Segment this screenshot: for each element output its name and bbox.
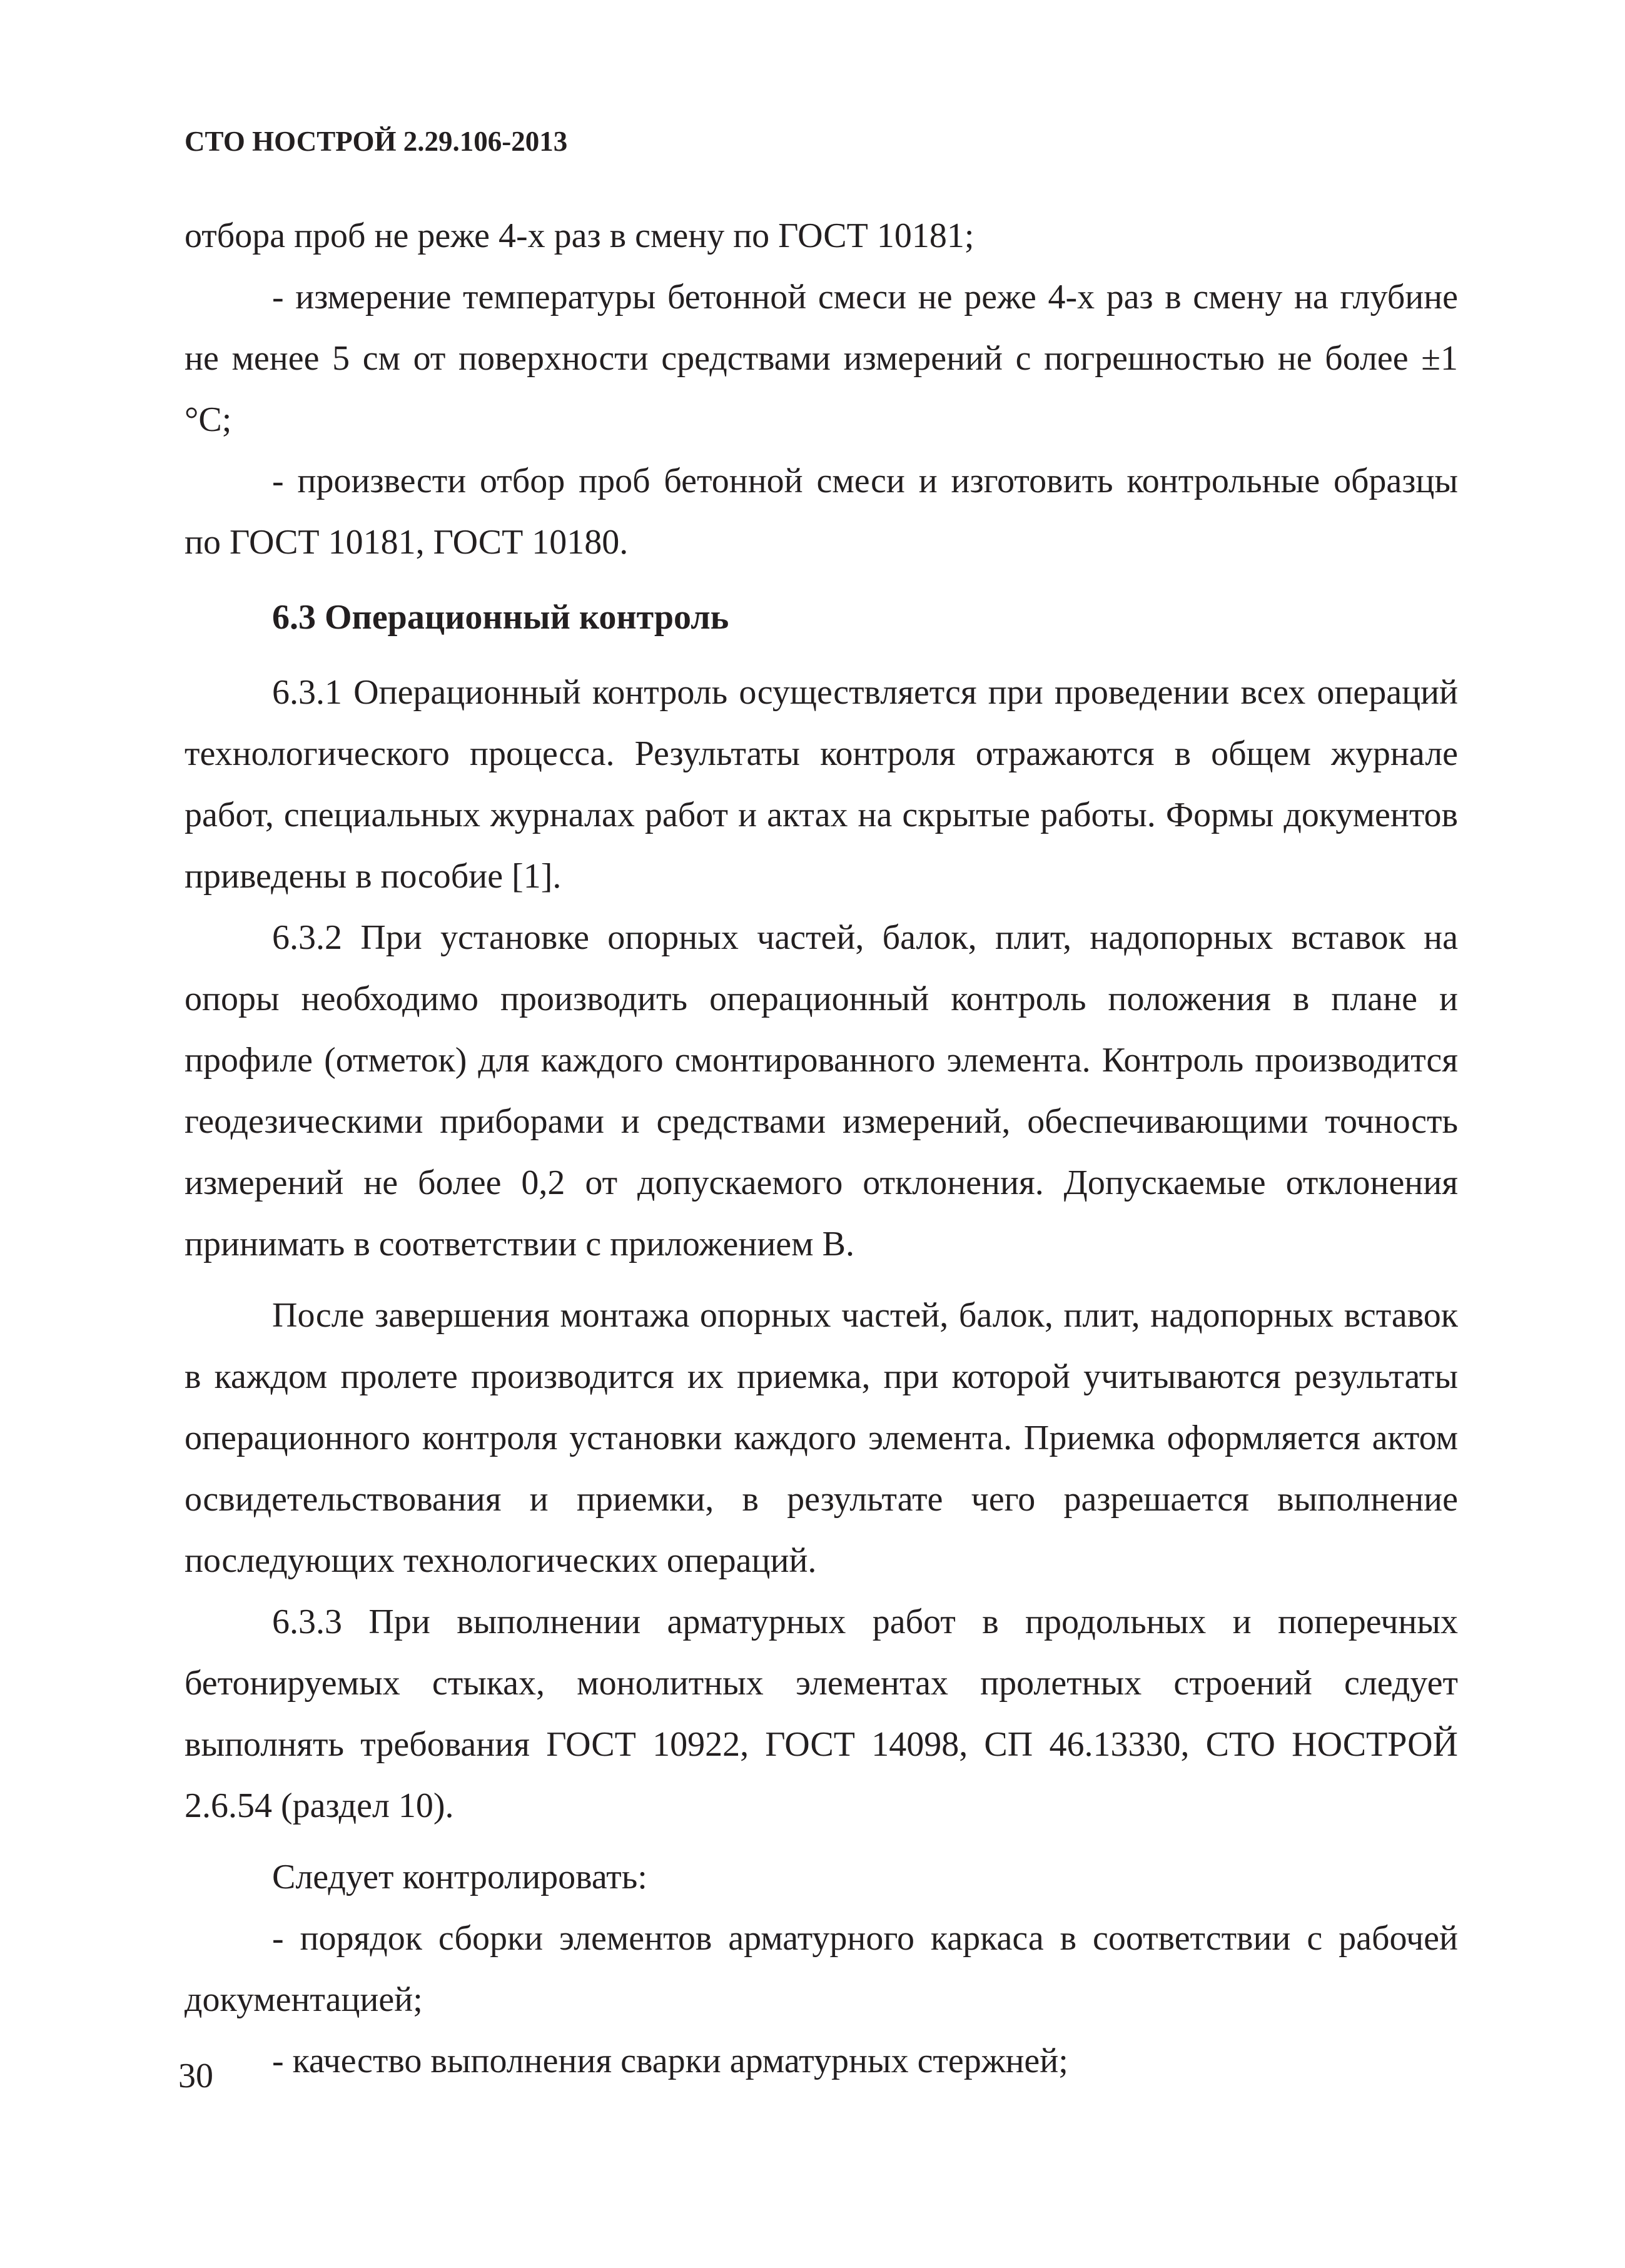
paragraph-6-3-1: 6.3.1 Операционный контроль осуществляется при проведении всех операций технологического процесса. Результаты контроля отражаются в общем журнале работ, специальных журналах работ и актах на скрытые работы. Формы документов приведены в пособие [1]. (185, 673, 1458, 896)
paragraph-6-3-2: 6.3.2 При установке опорных частей, балок, плит, надопорных вставок на опоры необходимо производить операционный контроль положения в плане и профиле (отметок) для каждого смонтированного элемента. Контроль производится геодезическими приборами и средствами измерений, обеспечивающими точность измерений не более 0,2 от допускаемого отклонения. Допускаемые отклонения принимать в соответствии с приложением В. (185, 918, 1458, 1263)
list-item-temperature: - измерение температуры бетонной смеси не реже 4-х раз в смену на глубине не менее 5 см от поверхности средствами измерений с погрешностью не более ±1 °С; (185, 278, 1458, 439)
paragraph-6-3-3: 6.3.3 При выполнении арматурных работ в продольных и поперечных бетонируемых стыках, монолитных элементах пролетных строений следует выполнять требования ГОСТ 10922, ГОСТ 14098, СП 46.13330, СТО НОСТРОЙ 2.6.54 (раздел 10). (185, 1602, 1458, 1825)
document-header: СТО НОСТРОЙ 2.29.106-2013 (185, 126, 568, 157)
paragraph-acceptance: После завершения монтажа опорных частей, балок, плит, надопорных вставок в каждом пролете производится их приемка, при которой учитываются результаты операционного контроля установки каждого элемента. Приемка оформляется актом освидетельствования и приемки, в результате чего разрешается выполнение последующих технологических операций. (185, 1296, 1458, 1580)
paragraph-continuation: отбора проб не реже 4-х раз в смену по ГОСТ 10181; (185, 216, 974, 255)
list-item-welding-quality: - качество выполнения сварки арматурных стержней; (272, 2042, 1068, 2080)
body-text (185, 205, 1458, 2092)
list-item-assembly-order: - порядок сборки элементов арматурного каркаса в соответствии с рабочей документацией; (185, 1919, 1458, 2019)
section-heading: 6.3 Операционный контроль (272, 598, 729, 637)
page-number: 30 (178, 2057, 213, 2095)
paragraph-control-intro: Следует контролировать: (272, 1858, 647, 1896)
list-item-sampling: - произвести отбор проб бетонной смеси и изготовить контрольные образцы по ГОСТ 10181, ГОСТ 10180. (185, 462, 1458, 562)
